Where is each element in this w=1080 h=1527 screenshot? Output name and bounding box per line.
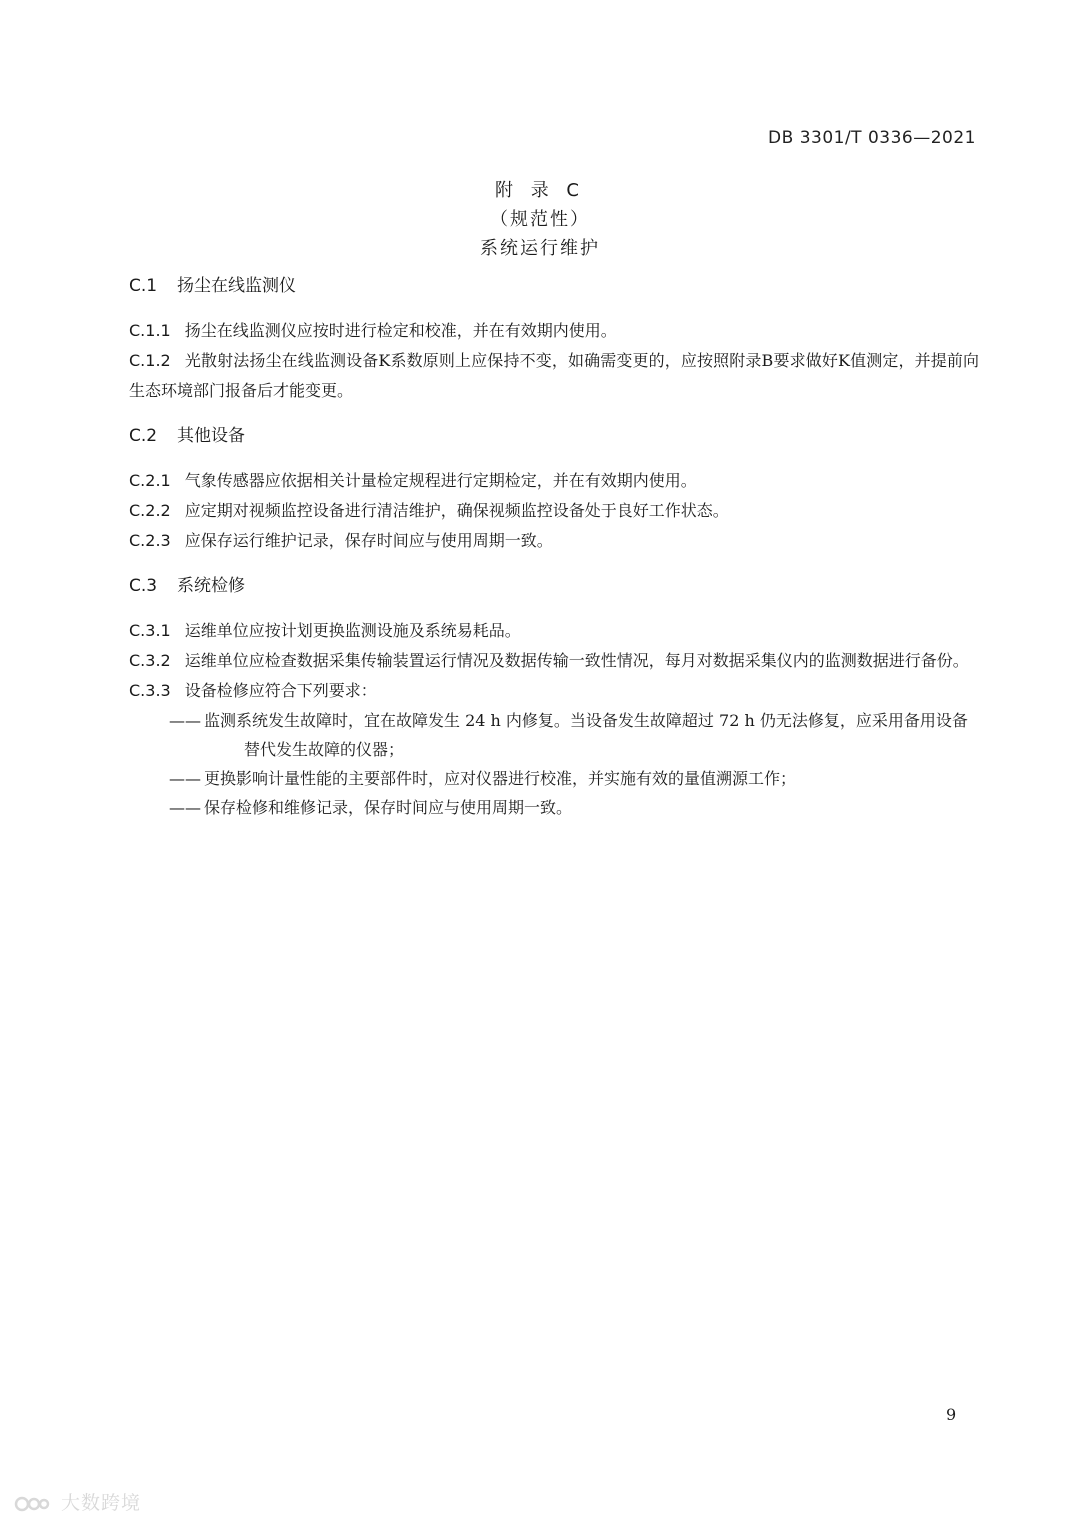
document-code: DB 3301/T 0336—2021 [768, 128, 976, 148]
section-title: 扬尘在线监测仪 [177, 276, 296, 296]
section-heading [129, 570, 979, 602]
appendix-nature: （规范性） [490, 209, 590, 230]
clause [129, 346, 979, 406]
clause-number: C.3.3 [129, 681, 171, 700]
clause [129, 616, 979, 646]
list-marker: —— [169, 711, 201, 730]
list-marker: —— [169, 798, 201, 817]
clause-text: 气象传感器应依据相关计量检定规程进行定期检定，并在有效期内使用。 [184, 471, 697, 490]
list-marker: —— [169, 769, 201, 788]
list-item [169, 764, 979, 793]
clause [129, 526, 979, 556]
watermark-text: 大数跨境 [61, 1492, 142, 1514]
section-heading [129, 420, 979, 452]
clause-number: C.1.2 [129, 351, 171, 370]
section-c3 [129, 570, 979, 822]
clause-text: 设备检修应符合下列要求： [184, 681, 377, 700]
list-item-text: 保存检修和维修记录，保存时间应与使用周期一致。 [204, 798, 573, 817]
page-number: 9 [946, 1405, 957, 1424]
section-number: C.3 [129, 576, 158, 596]
section-c1 [129, 270, 979, 406]
list-item [169, 793, 979, 822]
list-item-text: 监测系统发生故障时，宜在故障发生 24 h 内修复。当设备发生故障超过 72 h 仍无法修复，应采用备用设备替代发生故障的仪器； [204, 711, 968, 759]
section-title: 其他设备 [177, 426, 245, 446]
clause-text: 扬尘在线监测仪应按时进行检定和校准，并在有效期内使用。 [184, 321, 617, 340]
clause [129, 316, 979, 346]
clause [129, 466, 979, 496]
watermark-logo-icon [14, 1493, 50, 1515]
clause [129, 646, 979, 676]
section-number: C.1 [129, 276, 158, 296]
list-item [169, 706, 979, 764]
clause-number: C.1.1 [129, 321, 171, 340]
clause [129, 676, 979, 706]
clause-number: C.2.3 [129, 531, 171, 550]
clause [129, 496, 979, 526]
appendix-subject: 系统运行维护 [480, 238, 600, 259]
clause-number: C.3.1 [129, 621, 171, 640]
document-body [129, 270, 979, 836]
clause-text: 运维单位应检查数据采集传输装置运行情况及数据传输一致性情况，每月对数据采集仪内的监测数据进行备份。 [184, 651, 969, 670]
clause-number: C.2.1 [129, 471, 171, 490]
section-number: C.2 [129, 426, 158, 446]
list-item-text: 更换影响计量性能的主要部件时，应对仪器进行校准，并实施有效的量值溯源工作； [204, 769, 797, 788]
clause-text: 光散射法扬尘在线监测设备K系数原则上应保持不变，如确需变更的，应按照附录B要求做好K值测定，并提前向生态环境部门报备后才能变更。 [129, 351, 979, 400]
clause-number: C.3.2 [129, 651, 171, 670]
appendix-title: 附 录 C [494, 180, 585, 201]
watermark [14, 1488, 141, 1515]
section-title: 系统检修 [177, 576, 245, 596]
clause-text: 应定期对视频监控设备进行清洁维护，确保视频监控设备处于良好工作状态。 [184, 501, 729, 520]
section-c2 [129, 420, 979, 556]
clause-text: 运维单位应按计划更换监测设施及系统易耗品。 [184, 621, 521, 640]
clause-text: 应保存运行维护记录，保存时间应与使用周期一致。 [184, 531, 553, 550]
section-heading [129, 270, 979, 302]
clause-number: C.2.2 [129, 501, 171, 520]
